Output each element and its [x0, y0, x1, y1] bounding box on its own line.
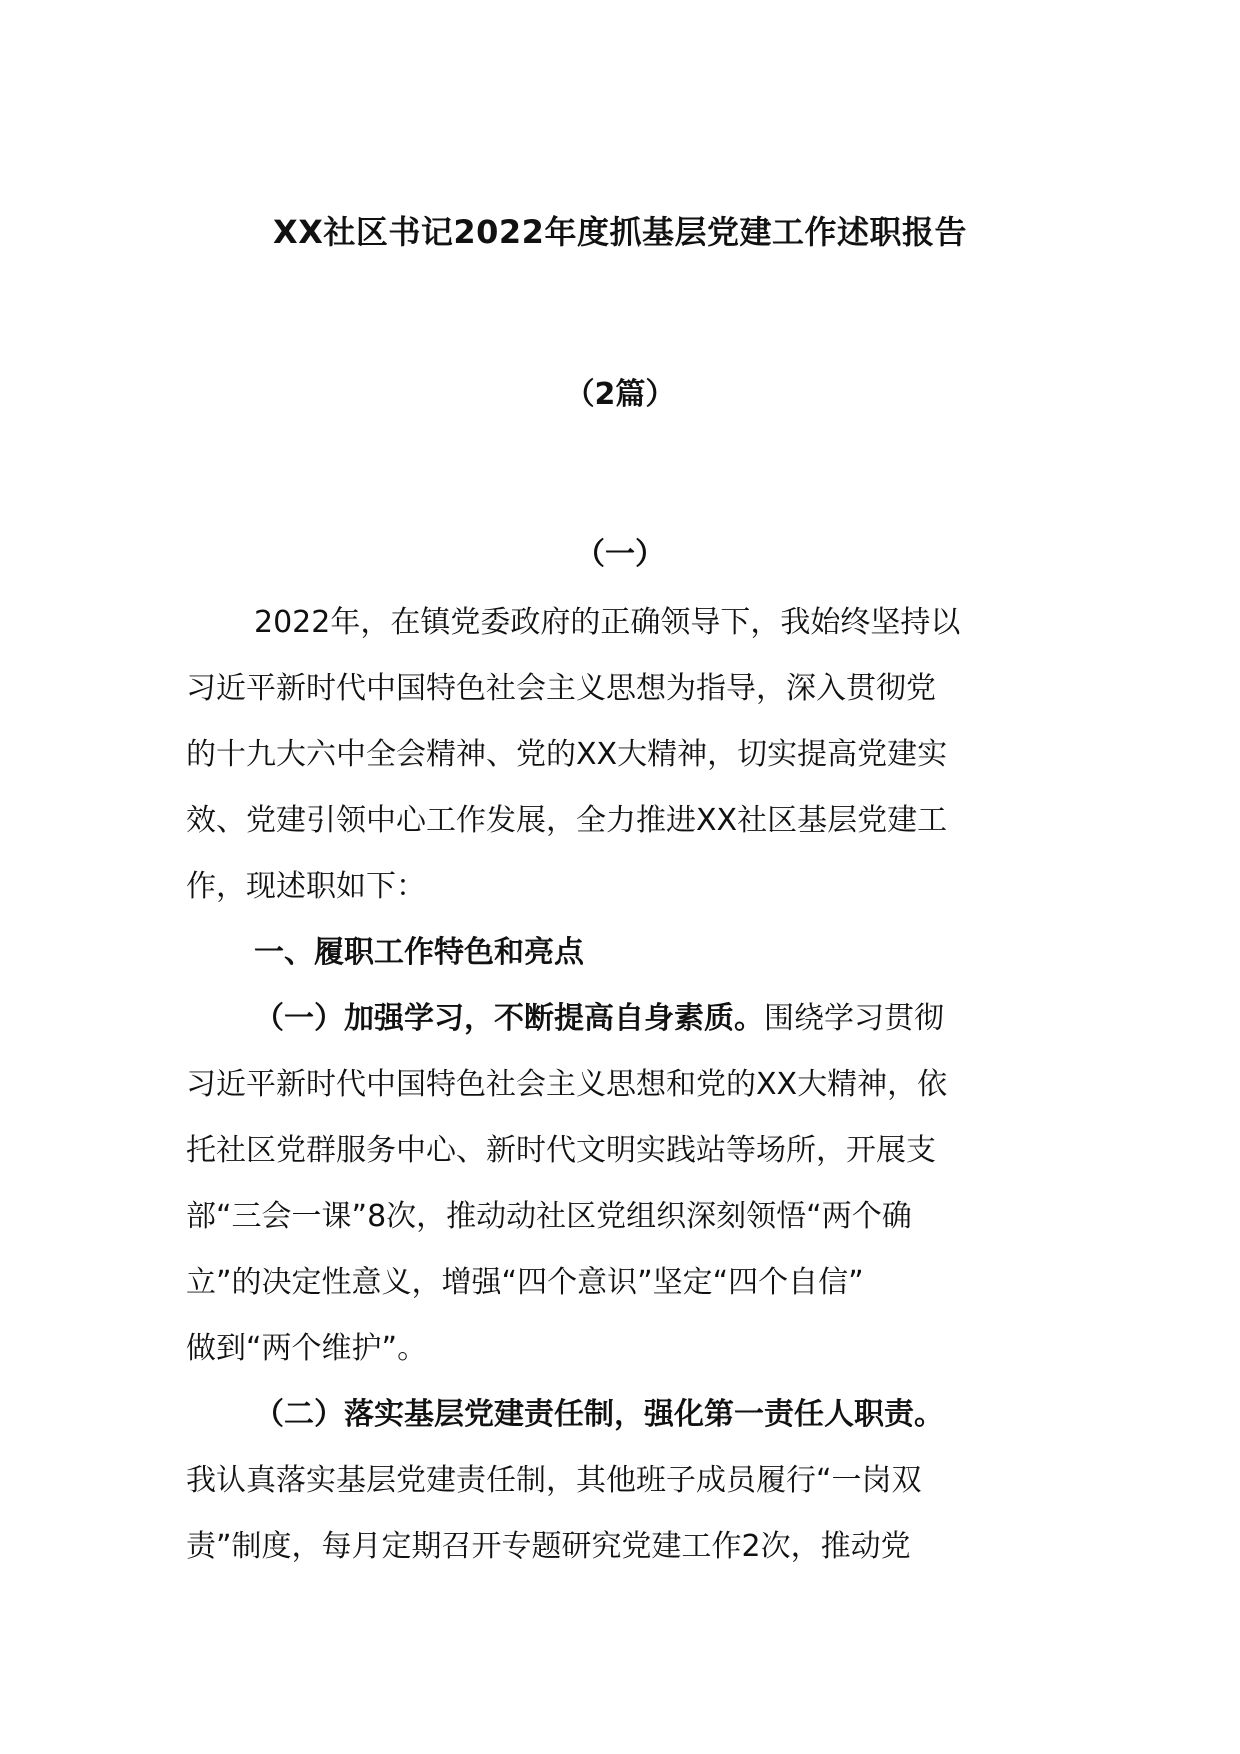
body-line	[186, 722, 1056, 788]
body-line	[186, 1184, 1056, 1250]
body-line	[186, 1316, 1056, 1382]
paragraph-text: 做到“两个维护”。	[186, 1331, 428, 1366]
body-line	[186, 1382, 1056, 1448]
body-line	[186, 590, 1056, 656]
paragraph-text: 效、党建引领中心工作发展，全力推进XX社区基层党建工	[186, 803, 948, 838]
document-title: XX社区书记2022年度抓基层党建工作述职报告	[273, 213, 967, 251]
body-line	[186, 656, 1056, 722]
body-line	[186, 1118, 1056, 1184]
body-line	[186, 1250, 1056, 1316]
body-line	[186, 920, 1056, 986]
paragraph-text: 的十九大六中全会精神、党的XX大精神，切实提高党建实	[186, 737, 948, 772]
paragraph-text: 围绕学习贯彻	[764, 1001, 944, 1036]
paragraph-text: 部“三会一课”8次，推动动社区党组织深刻领悟“两个确	[186, 1199, 912, 1234]
paragraph-text: 我认真落实基层党建责任制，其他班子成员履行“一岗双	[186, 1463, 922, 1498]
heading-text: （二）落实基层党建责任制，强化第一责任人职责。	[254, 1397, 944, 1432]
body-line	[186, 1514, 1056, 1580]
paragraph-text: 托社区党群服务中心、新时代文明实践站等场所，开展支	[186, 1133, 936, 1168]
body-line	[186, 854, 1056, 920]
paragraph-text: 责”制度，每月定期召开专题研究党建工作2次，推动党	[186, 1529, 911, 1564]
heading-text: （一）加强学习，不断提高自身素质。	[254, 1001, 764, 1036]
body-line	[186, 986, 1056, 1052]
paragraph-text: 习近平新时代中国特色社会主义思想为指导，深入贯彻党	[186, 671, 936, 706]
body-line	[186, 788, 1056, 854]
body-line	[186, 1448, 1056, 1514]
paragraph-text: 习近平新时代中国特色社会主义思想和党的XX大精神，依	[186, 1067, 948, 1102]
document-body	[186, 590, 1056, 1580]
part-label: （一）	[575, 537, 665, 572]
document-count: （2篇）	[564, 377, 676, 412]
heading-text: 一、履职工作特色和亮点	[254, 935, 584, 970]
paragraph-text: 立”的决定性意义，增强“四个意识”坚定“四个自信”	[186, 1265, 864, 1300]
paragraph-text: 2022年，在镇党委政府的正确领导下，我始终坚持以	[254, 605, 961, 640]
paragraph-text: 作，现述职如下：	[186, 869, 426, 904]
body-line	[186, 1052, 1056, 1118]
